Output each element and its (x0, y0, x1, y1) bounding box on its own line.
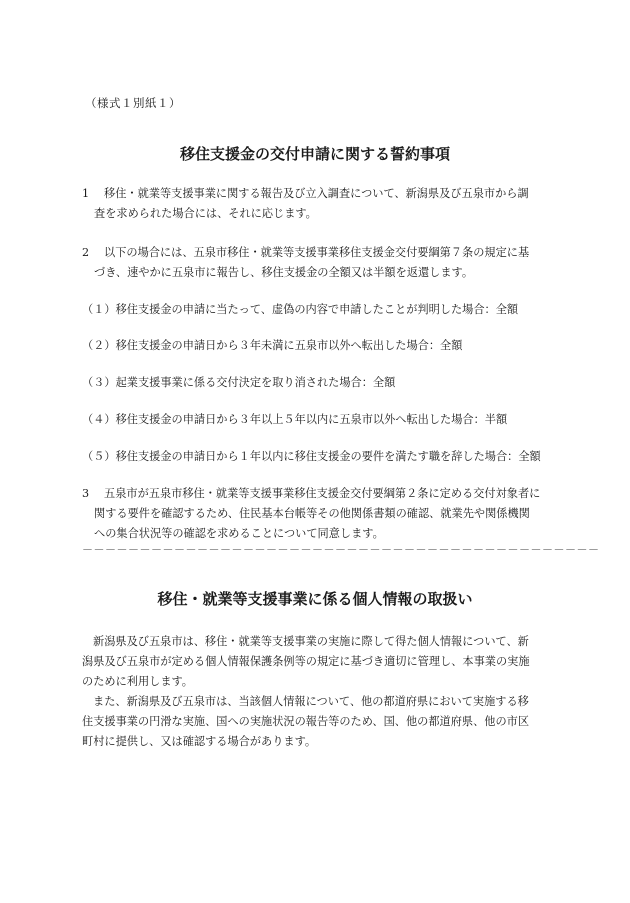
sub-item-5: （５）移住支援金の申請日から１年以内に移住支援金の要件を満たす職を辞した場合：全額 (82, 450, 541, 463)
privacy-paragraph-1 (82, 632, 530, 692)
item-text-line: 以下の場合には、五泉市移住・就業等支援事業移住支援金交付要綱第７条の規定に基 (104, 246, 530, 259)
form-label: （様式１別紙１） (85, 96, 181, 110)
item-text-line: への集合状況等の確認を求めることについて同意します。 (94, 527, 384, 540)
sub-item-2: （２）移住支援金の申請日から３年未満に五泉市以外へ転出した場合：全額 (82, 339, 463, 352)
item-number: 1 (82, 187, 90, 200)
sub-item-3: （３）起業支援事業に係る交付決定を取り消された場合：全額 (82, 376, 396, 389)
item-text-line: づき、速やかに五泉市に報告し、移住支援金の全額又は半額を返還します。 (94, 266, 474, 279)
paragraph-line: 新潟県及び五泉市は、移住・就業等支援事業の実施に際して得た個人情報について、新 (93, 635, 529, 648)
paragraph-line: 町村に提供し、又は確認する場合があります。 (82, 735, 317, 748)
item-text-line: 査を求められた場合には、それに応じます。 (94, 207, 317, 220)
paragraph-line: 住支援事業の円滑な実施、国への実施状況の報告等のため、国、他の都道府県、他の市区 (82, 715, 530, 728)
privacy-paragraph-2 (82, 692, 529, 752)
pledge-item-1 (82, 184, 529, 224)
dashed-divider: －－－－－－－－－－－－－－－－－－－－－－－－－－－－－－－－－－－－－－－－－－－－－ (82, 543, 600, 556)
sub-item-4: （４）移住支援金の申請日から３年以上５年以内に五泉市以外へ転出した場合：半額 (82, 413, 508, 426)
paragraph-line: 潟県及び五泉市が定める個人情報保護条例等の規定に基づき適切に管理し、本事業の実施 (82, 655, 530, 668)
paragraph-line: また、新潟県及び五泉市は、当該個人情報について、他の都道府県において実施する移 (93, 695, 529, 708)
item-text-line: 移住・就業等支援事業に関する報告及び立入調査について、新潟県及び五泉市から調 (104, 187, 529, 200)
item-number: 2 (82, 246, 90, 259)
item-text-line: 関する要件を確認するため、住民基本台帳等その他関係書類の確認、就業先や関係機関 (94, 507, 530, 520)
item-number: 3 (82, 487, 90, 500)
pledge-item-2 (82, 243, 529, 283)
sub-item-1: （１）移住支援金の申請に当たって、虚偽の内容で申請したことが判明した場合：全額 (82, 303, 519, 316)
pledge-title: 移住支援金の交付申請に関する誓約事項 (179, 145, 450, 163)
privacy-title: 移住・就業等支援事業に係る個人情報の取扱い (157, 590, 473, 608)
item-text-line: 五泉市が五泉市移住・就業等支援事業移住支援金交付要綱第２条に定める交付対象者に (104, 487, 541, 500)
pledge-item-3 (82, 484, 540, 544)
paragraph-line: のために利用します。 (82, 675, 193, 688)
